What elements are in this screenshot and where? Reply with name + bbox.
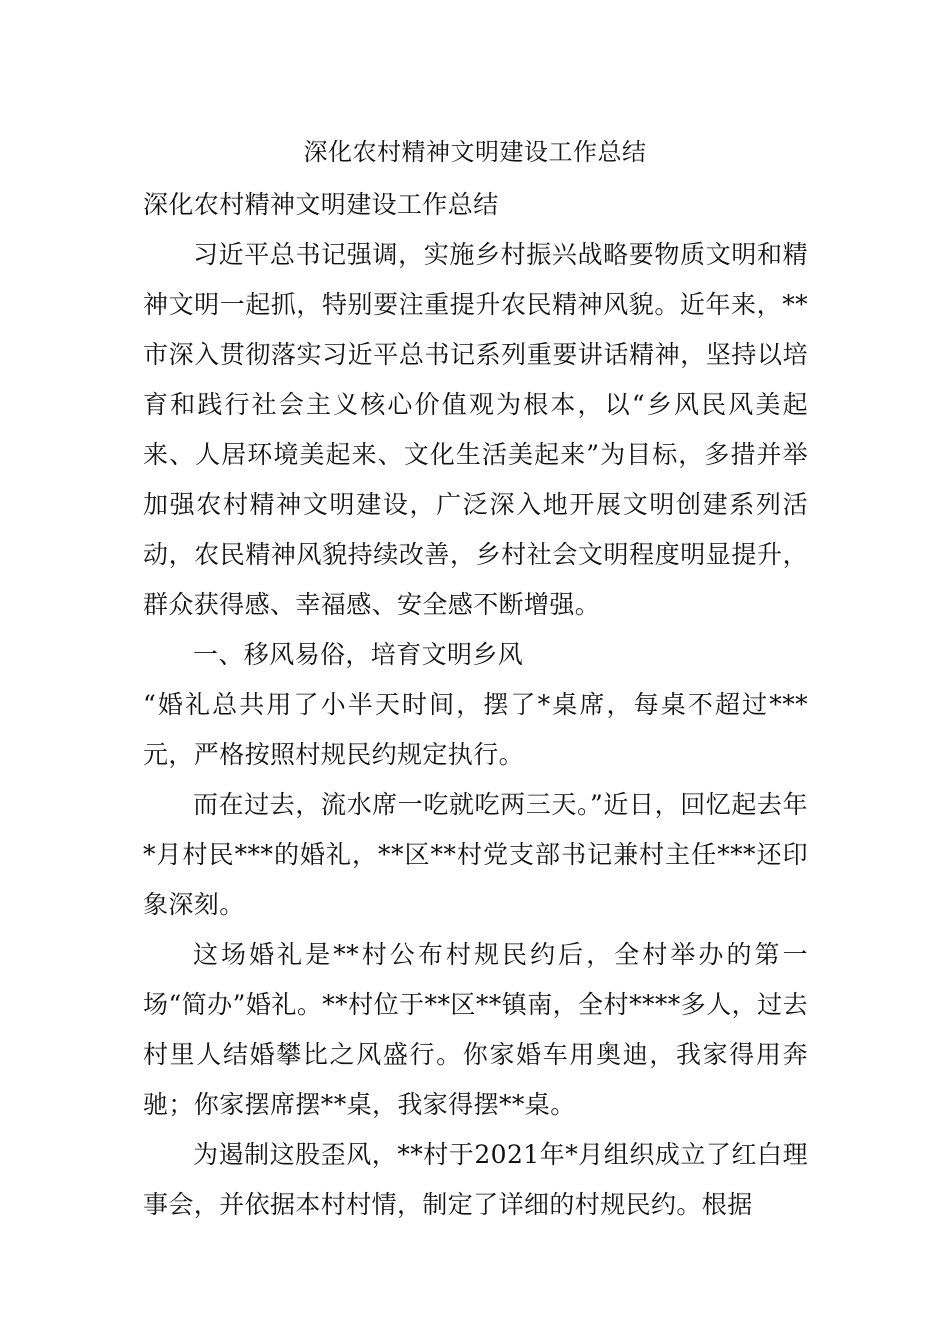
document-body xyxy=(143,180,808,1230)
subtitle-paragraph: 深化农村精神文明建设工作总结 xyxy=(143,190,499,219)
intro-paragraph: 习近平总书记强调，实施乡村振兴战略要物质文明和精神文明一起抓，特别要注重提升农民精神风貌。近年来，**市深入贯彻落实习近平总书记系列重要讲话精神，坚持以培育和践行社会主义核心价值观为根本，以“乡风民风美起来、人居环境美起来、文化生活美起来”为目标，多措并举加强农村精神文明建设，广泛深入地开展文明创建系列活动，农民精神风貌持续改善，乡村社会文明程度明显提升，群众获得感、幸福感、安全感不断增强。 xyxy=(143,240,808,619)
document-title: 深化农村精神文明建设工作总结 xyxy=(303,138,647,166)
wedding-paragraph: 这场婚礼是**村公布村规民约后，全村举办的第一场“简办”婚礼。**村位于**区**镇南，全村****多人，过去村里人结婚攀比之风盛行。你家婚车用奥迪，我家得用奔驰；你家摆席摆**桌，我家得摆**桌。 xyxy=(143,940,808,1119)
council-paragraph: 为遏制这股歪风，**村于2021年*月组织成立了红白理事会，并依据本村村情，制定了详细的村规民约。根据 xyxy=(143,1140,808,1219)
past-paragraph: 而在过去，流水席一吃就吃两三天。”近日，回忆起去年*月村民***的婚礼，**区**村党支部书记兼村主任***还印象深刻。 xyxy=(143,790,808,919)
quote-paragraph: “婚礼总共用了小半天时间，摆了*桌席，每桌不超过***元，严格按照村规民约规定执行。 xyxy=(143,690,808,769)
section-heading: 一、移风易俗，培育文明乡风 xyxy=(193,640,524,669)
